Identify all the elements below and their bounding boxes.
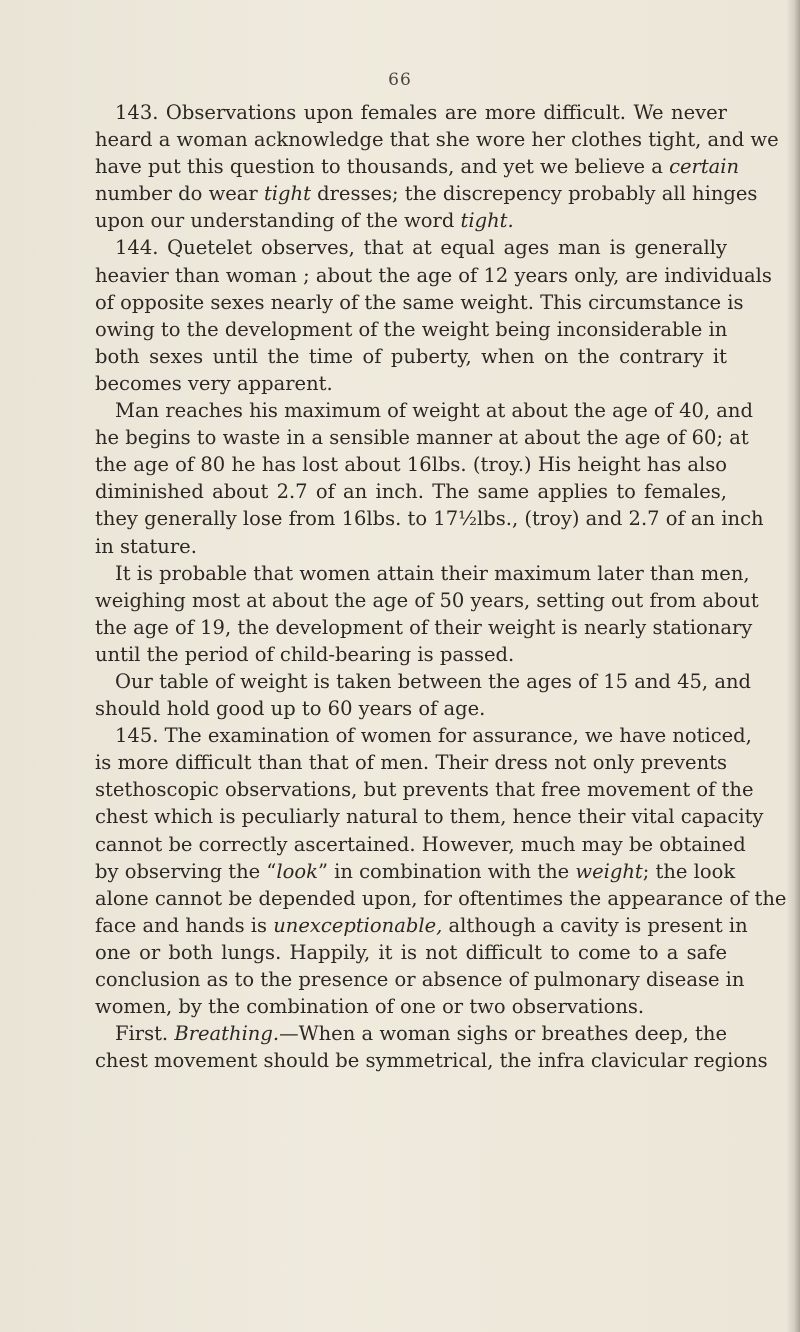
- text-line: [95, 207, 727, 234]
- text-line: [95, 831, 746, 858]
- text-segment: cannot be correctly ascertained. However, much may be obtained: [95, 832, 746, 856]
- italic-text: weight: [575, 859, 643, 883]
- text-segment: 145. The examination of women for assurance, we have noticed,: [115, 724, 752, 748]
- text-segment: dresses; the discrepency probably all hinges: [310, 182, 758, 206]
- text-segment: Our table of weight is taken between the ages of 15 and 45, and: [115, 669, 751, 693]
- text-line: [95, 397, 753, 424]
- text-segment: they generally lose from 16lbs. to 17½lbs., (troy) and 2.7 of an inch: [95, 507, 764, 531]
- text-line: [95, 533, 727, 560]
- text-segment: of opposite sexes nearly of the same weight. This circumstance is: [95, 290, 744, 314]
- text-line: [95, 126, 779, 153]
- italic-text: unexceptionable,: [273, 913, 443, 937]
- text-line: [95, 858, 736, 885]
- text-segment: chest which is peculiarly natural to them, hence their vital capacity: [95, 805, 764, 829]
- text-line: [95, 749, 727, 776]
- text-line: [95, 262, 772, 289]
- text-segment: have put this question to thousands, and yet we believe a: [95, 155, 670, 179]
- body-text: [95, 99, 787, 1074]
- text-segment: by observing the “: [95, 859, 277, 883]
- page-edge-shadow: [786, 0, 800, 1332]
- text-line: [95, 668, 751, 695]
- text-segment: the age of 80 he has lost about 16lbs. (troy.) His height has also: [95, 453, 727, 477]
- text-segment: It is probable that women attain their maximum later than men,: [115, 561, 750, 585]
- text-line: [95, 776, 754, 803]
- text-line: [95, 614, 753, 641]
- text-line: [95, 234, 727, 261]
- text-line: [95, 695, 727, 722]
- text-line: [95, 451, 727, 478]
- text-segment: —When a woman sighs or breathes deep, the: [279, 1022, 727, 1046]
- text-segment: is more difficult than that of men. Their dress not only prevents: [95, 751, 727, 775]
- page-number: 66: [388, 70, 412, 90]
- text-line: [95, 478, 727, 505]
- text-line: [95, 99, 727, 126]
- text-segment: although a cavity is present in: [442, 913, 748, 937]
- text-segment: weighing most at about the age of 50 years, setting out from about: [95, 588, 759, 612]
- text-segment: he begins to waste in a sensible manner at about the age of 60; at: [95, 426, 749, 450]
- text-line: [95, 370, 727, 397]
- text-line: [95, 180, 758, 207]
- text-segment: ; the look: [642, 859, 736, 883]
- text-segment: the age of 19, the development of their weight is nearly stationary: [95, 615, 753, 639]
- text-segment: upon our understanding of the word: [95, 209, 461, 233]
- text-segment: one or both lungs. Happily, it is not difficult to come to a safe: [95, 940, 727, 964]
- text-line: [95, 966, 745, 993]
- italic-text: Breathing.: [174, 1022, 280, 1046]
- text-segment: Man reaches his maximum of weight at about the age of 40, and: [115, 399, 753, 423]
- italic-text: certain: [669, 155, 740, 179]
- italic-text: look: [276, 859, 318, 883]
- text-segment: diminished about 2.7 of an inch. The same applies to females,: [95, 480, 727, 504]
- text-segment: face and hands is: [95, 913, 274, 937]
- text-segment: should hold good up to 60 years of age.: [95, 697, 486, 721]
- text-line: [95, 803, 764, 830]
- text-line: [95, 153, 740, 180]
- text-segment: stethoscopic observations, but prevents that free movement of the: [95, 778, 754, 802]
- text-segment: heard a woman acknowledge that she wore her clothes tight, and we: [95, 128, 779, 152]
- text-segment: both sexes until the time of puberty, when on the contrary it: [95, 344, 727, 368]
- text-segment: 143. Observations upon females are more difficult. We never: [115, 101, 727, 124]
- text-line: [95, 560, 750, 587]
- italic-text: tight: [263, 182, 311, 206]
- text-line: [95, 912, 748, 939]
- text-segment: owing to the development of the weight being inconsiderable in: [95, 317, 728, 341]
- text-line: [95, 641, 727, 668]
- text-line: [95, 316, 727, 343]
- italic-text: tight.: [460, 209, 514, 233]
- text-segment: ” in combination with the: [317, 859, 576, 883]
- text-segment: number do wear: [95, 182, 264, 206]
- text-line: [95, 343, 727, 370]
- text-segment: in stature.: [95, 534, 197, 558]
- text-segment: conclusion as to the presence or absence of pulmonary disease in: [95, 968, 745, 991]
- text-line: [95, 993, 727, 1020]
- text-line: [95, 505, 764, 532]
- text-segment: women, by the combination of one or two observations.: [95, 995, 645, 1019]
- text-line: [95, 1047, 768, 1074]
- text-segment: First.: [115, 1022, 175, 1046]
- text-segment: alone cannot be depended upon, for oftentimes the appearance of the: [95, 886, 787, 910]
- text-line: [95, 587, 759, 614]
- text-segment: becomes very apparent.: [95, 371, 333, 395]
- text-line: [95, 424, 749, 451]
- text-segment: 144. Quetelet observes, that at equal ages man is generally: [115, 236, 727, 260]
- text-line: [95, 939, 727, 966]
- text-line: [95, 885, 787, 912]
- text-segment: until the period of child-bearing is passed.: [95, 642, 515, 666]
- text-line: [95, 1020, 727, 1047]
- text-line: [95, 289, 744, 316]
- text-line: [95, 722, 752, 749]
- text-segment: heavier than woman ; about the age of 12 years only, are individuals: [95, 263, 772, 287]
- text-segment: chest movement should be symmetrical, the infra clavicular regions: [95, 1049, 768, 1073]
